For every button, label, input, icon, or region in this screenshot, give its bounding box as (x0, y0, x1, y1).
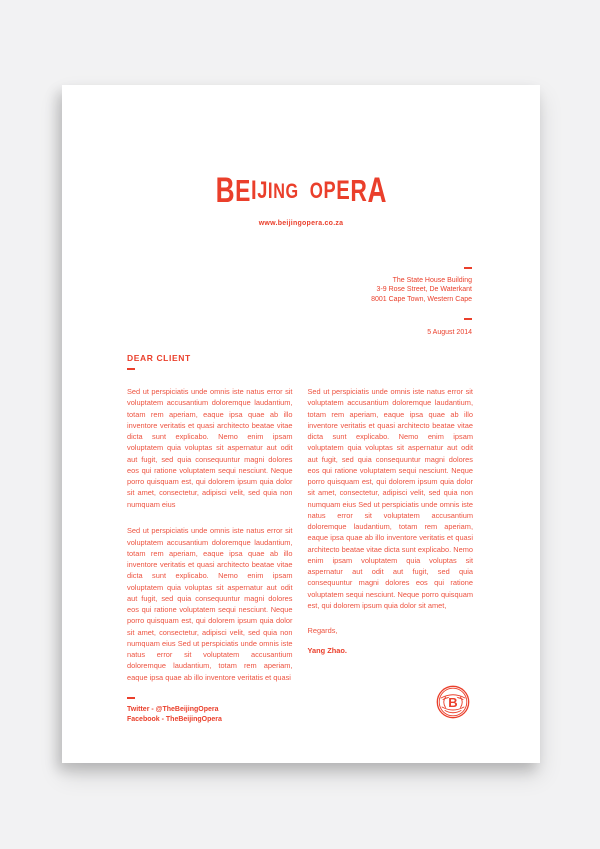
paragraph: Sed ut perspiciatis unde omnis iste natus error sit voluptatem accusantium doloremque laudantium, totam rem aperiam, eaque ipsa quae ab illo inventore veritatis et quasi architecto beatae vitae dicta sunt explicabo. Nemo enim ipsam voluptatem quia voluptas sit aspernatur aut odit aut fugit, sed quia consequuntur magni dolores eos qui ratione voluptatem sequi nesciunt. Neque porro quisquam est, qui dolorem ipsum quia dolor sit amet, consectetur, adipisci velit, sed quia non numquam eius Sed ut perspiciatis unde omnis iste natus error sit voluptatem accusantium doloremque laudantium, totam rem aperiam, eaque ipsa quae ab illo inventore veritatis et quasi (127, 526, 293, 682)
letter-paper (62, 85, 540, 763)
salutation-block (127, 354, 191, 370)
paragraph: Sed ut perspiciatis unde omnis iste natus error sit voluptatem accusantium doloremque laudantium, totam rem aperiam, eaque ipsa quae ab illo inventore veritatis et quasi architecto beatae vitae dicta sunt explicabo. Nemo enim ipsam voluptatem quia voluptas sit aspernatur aut odit aut fugit, sed quia consequuntur magni dolores eos qui ratione voluptatem sequi nesciunt. Neque porro quisquam est, qui dolorem ipsum quia dolor sit amet, consectetur, adipisci velit, sed quia non numquam eius (127, 387, 293, 509)
salutation-text: DEAR CLIENT (127, 353, 191, 363)
letter-date: 5 August 2014 (427, 328, 472, 336)
twitter-handle: Twitter - @TheBeijingOpera (127, 705, 219, 713)
brand-seal-icon (436, 685, 470, 719)
address-block (371, 267, 472, 305)
divider-dash (464, 318, 472, 320)
address-line-3: 8001 Cape Town, Western Cape (371, 295, 472, 303)
divider-dash (127, 368, 135, 370)
brand-wordmark: B E I J I N G O P E R A (215, 171, 387, 210)
seal-letter: B (448, 695, 458, 710)
signature-name: Yang Zhao. (307, 646, 347, 656)
date-block (427, 318, 472, 336)
address-line-2: 3-9 Rose Street, De Waterkant (376, 286, 472, 294)
facebook-handle: Facebook - TheBeijingOpera (127, 715, 222, 723)
divider-dash (464, 267, 472, 269)
letter-body (127, 386, 473, 683)
divider-dash (127, 697, 135, 699)
body-column-left (127, 386, 293, 683)
body-column-right (308, 386, 474, 683)
website-url: www.beijingopera.co.za (258, 220, 344, 227)
address-line-1: The State House Building (392, 276, 472, 284)
paragraph: Sed ut perspiciatis unde omnis iste natus error sit voluptatem accusantium doloremque laudantium, totam rem aperiam, eaque ipsa quae ab illo inventore veritatis et quasi architecto beatae vitae dicta sunt explicabo. Nemo enim ipsam voluptatem quia voluptas sit aspernatur aut odit aut fugit, sed quia consequuntur magni dolores eos qui ratione voluptatem sequi nesciunt. Neque porro quisquam est, qui dolorem ipsum quia dolor sit amet, consectetur, adipisci velit, sed quia non numquam eius Sed ut perspiciatis unde omnis iste natus error sit voluptatem accusantium doloremque laudantium, totam rem aperiam, eaque ipsa quae ab illo inventore veritatis et quasi architecto beatae vitae dicta sunt explicabo. Nemo enim ipsam voluptatem quia voluptas sit aspernatur aut odit aut fugit, sed quia consequuntur magni dolores eos qui ratione voluptatem sequi nesciunt. Neque porro quisquam est, qui dolorem ipsum quia dolor sit amet, (307, 387, 473, 610)
social-block (127, 697, 222, 725)
closing-text: Regards, (307, 626, 338, 635)
